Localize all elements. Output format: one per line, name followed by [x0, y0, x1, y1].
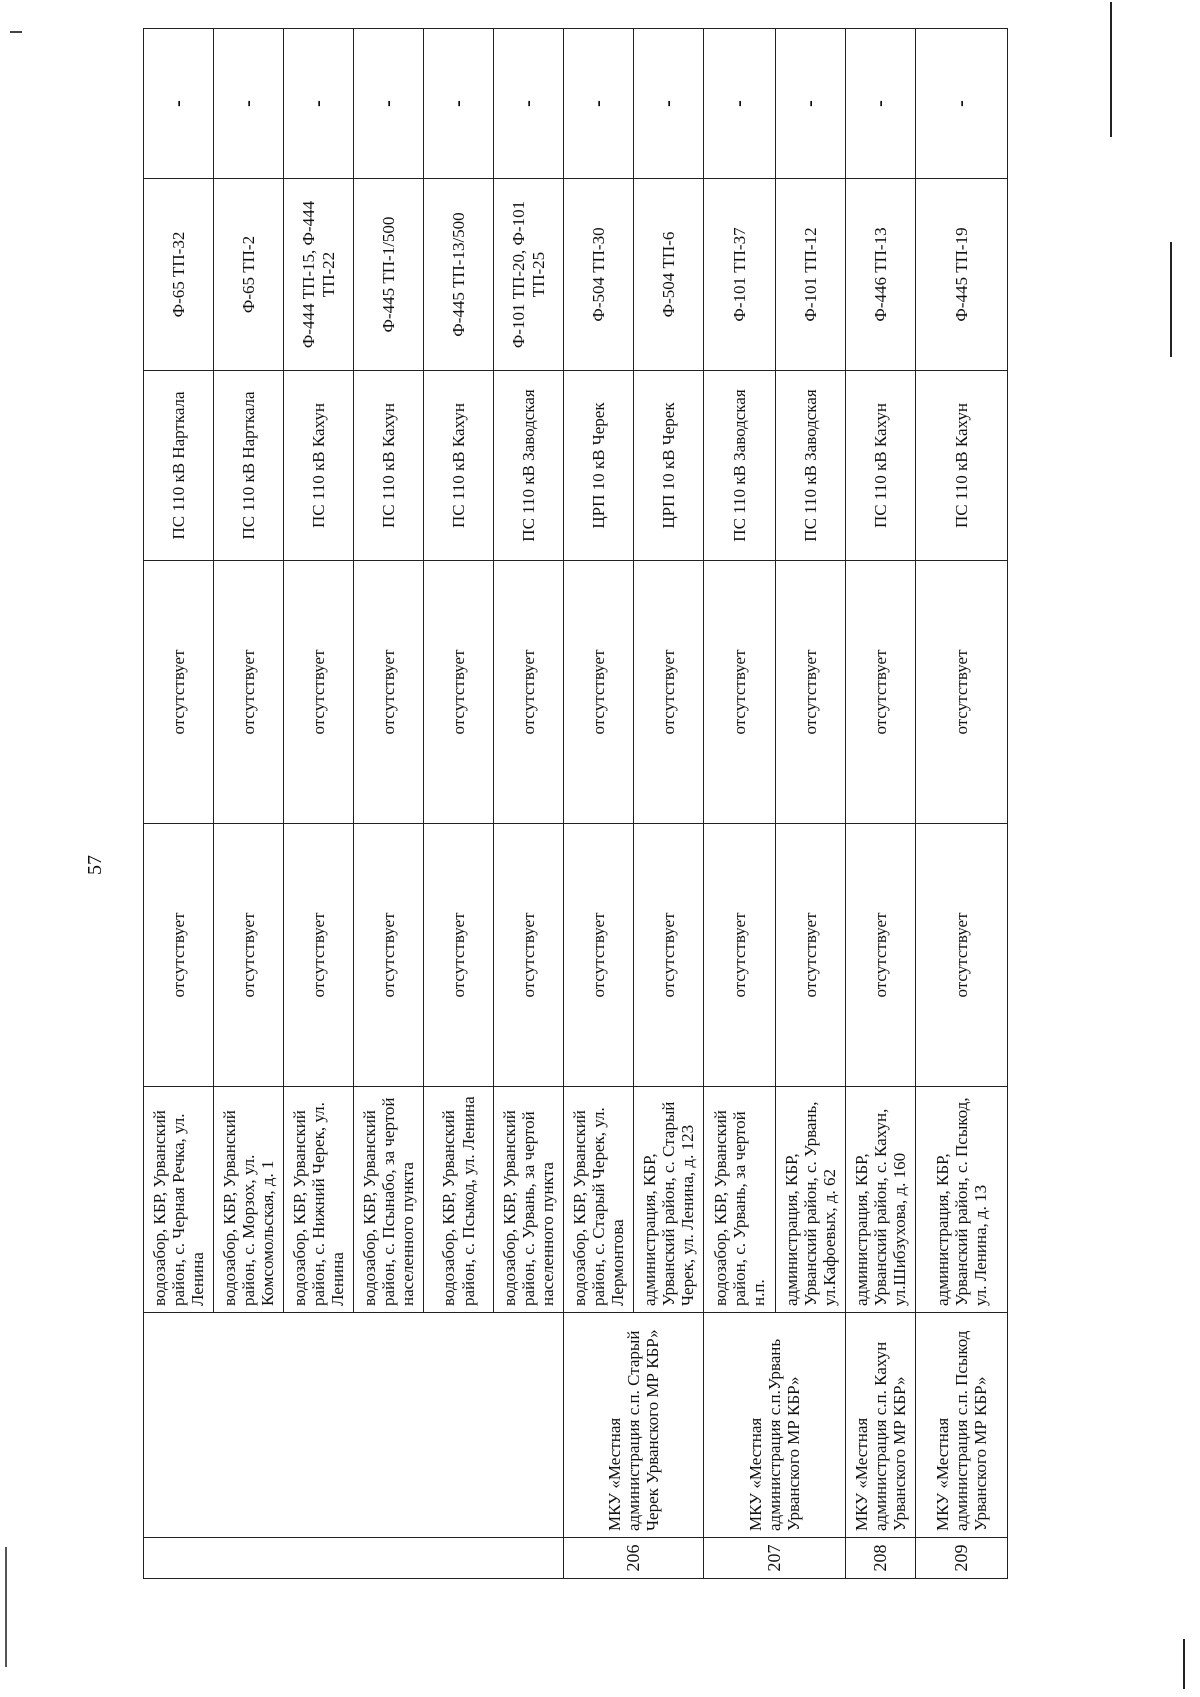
substation-cell: ПС 110 кВ Заводская — [494, 371, 564, 561]
row-number: 209 — [916, 1538, 1008, 1579]
status-cell: отсутствует — [494, 824, 564, 1087]
scan-mark — [10, 31, 22, 33]
status-cell: отсутствует — [704, 561, 776, 824]
substation-cell: ЦРП 10 кВ Черек — [634, 371, 704, 561]
status-cell: отсутствует — [284, 824, 354, 1087]
scan-mark — [1170, 242, 1172, 357]
page-number: 57 — [84, 855, 106, 875]
empty-cell: - — [144, 29, 214, 179]
scan-mark — [1110, 2, 1112, 137]
table-row — [846, 29, 916, 1579]
empty-cell: - — [704, 29, 776, 179]
feeder-cell: Ф-445 ТП-19 — [916, 179, 1008, 371]
empty-cell: - — [284, 29, 354, 179]
feeder-cell: Ф-446 ТП-13 — [846, 179, 916, 371]
empty-cell: - — [776, 29, 846, 179]
substation-cell: ПС 110 кВ Кахун — [354, 371, 424, 561]
status-cell: отсутствует — [564, 824, 634, 1087]
feeder-cell: Ф-444 ТП-15, Ф-444 ТП-22 — [284, 179, 354, 371]
organization-cell: МКУ «Местная администрация с.п. Псыкод Урванского МР КБР» — [916, 1313, 1008, 1538]
substation-cell: ПС 110 кВ Заводская — [704, 371, 776, 561]
location-cell: водозабор, КБР, Урванский район, с. Нижний Черек, ул. Ленина — [284, 1087, 354, 1313]
empty-cell: - — [354, 29, 424, 179]
substation-cell: ПС 110 кВ Кахун — [916, 371, 1008, 561]
scan-mark — [1183, 1639, 1185, 1689]
substation-cell: ПС 110 кВ Нарткала — [144, 371, 214, 561]
row-number: 207 — [704, 1538, 846, 1579]
feeder-cell: Ф-504 ТП-30 — [564, 179, 634, 371]
location-cell: администрация, КБР, Урванский район, с. Псыкод, ул. Ленина, д. 13 — [916, 1087, 1008, 1313]
status-cell: отсутствует — [284, 561, 354, 824]
status-cell: отсутствует — [144, 561, 214, 824]
empty-cell: - — [494, 29, 564, 179]
empty-cell: - — [846, 29, 916, 179]
organization-cell: МКУ «Местная администрация с.п. Старый Черек Урванского МР КБР» — [564, 1313, 704, 1538]
substation-cell: ПС 110 кВ Кахун — [284, 371, 354, 561]
location-cell: водозабор, КБР, Урванский район, с. Урвань, за чертой населенного пункта — [494, 1087, 564, 1313]
feeder-cell: Ф-65 ТП-2 — [214, 179, 284, 371]
location-cell: водозабор, КБР, Урванский район, с. Псыкод, ул. Ленина — [424, 1087, 494, 1313]
location-cell: водозабор, КБР, Урванский район, с. Старый Черек, ул. Лермонтова — [564, 1087, 634, 1313]
organization-cell: МКУ «Местная администрация с.п.Урвань Урванского МР КБР» — [704, 1313, 846, 1538]
organization-cell — [144, 1313, 564, 1538]
status-cell: отсутствует — [634, 561, 704, 824]
feeder-cell: Ф-445 ТП-13/500 — [424, 179, 494, 371]
location-cell: водозабор, КБР, Урванский район, с. Морзох, ул. Комсомольская, д. 1 — [214, 1087, 284, 1313]
feeder-cell: Ф-504 ТП-6 — [634, 179, 704, 371]
status-cell: отсутствует — [634, 824, 704, 1087]
substation-cell: ПС 110 кВ Нарткала — [214, 371, 284, 561]
substation-cell: ПС 110 кВ Заводская — [776, 371, 846, 561]
status-cell: отсутствует — [424, 561, 494, 824]
status-cell: отсутствует — [916, 561, 1008, 824]
scan-mark — [5, 1547, 7, 1667]
location-cell: водозабор, КБР, Урванский район, с. Псынабо, за чертой населенного пункта — [354, 1087, 424, 1313]
empty-cell: - — [634, 29, 704, 179]
feeder-cell: Ф-101 ТП-12 — [776, 179, 846, 371]
empty-cell: - — [424, 29, 494, 179]
location-cell: водозабор, КБР, Урванский район, с. Черная Речка, ул. Ленина — [144, 1087, 214, 1313]
location-cell: администрация, КБР, Урванский район, с. Старый Черек, ул. Ленина, д. 123 — [634, 1087, 704, 1313]
location-cell: администрация, КБР, Урванский район, с. Урвань, ул.Кафоевых, д. 62 — [776, 1087, 846, 1313]
status-cell: отсутствует — [704, 824, 776, 1087]
feeder-cell: Ф-65 ТП-32 — [144, 179, 214, 371]
substation-cell: ЦРП 10 кВ Черек — [564, 371, 634, 561]
location-cell: водозабор, КБР, Урванский район, с. Урвань, за чертой н.п. — [704, 1087, 776, 1313]
substation-cell: ПС 110 кВ Кахун — [424, 371, 494, 561]
status-cell: отсутствует — [424, 824, 494, 1087]
table-row — [916, 29, 1008, 1579]
status-cell: отсутствует — [776, 824, 846, 1087]
feeder-cell: Ф-101 ТП-37 — [704, 179, 776, 371]
status-cell: отсутствует — [144, 824, 214, 1087]
status-cell: отсутствует — [214, 561, 284, 824]
status-cell: отсутствует — [776, 561, 846, 824]
feeder-cell: Ф-101 ТП-20, Ф-101 ТП-25 — [494, 179, 564, 371]
location-cell: администрация, КБР, Урванский район, с. Кахун, ул.Шибзухова, д. 160 — [846, 1087, 916, 1313]
status-cell: отсутствует — [564, 561, 634, 824]
table-row — [704, 29, 776, 1579]
feeder-cell: Ф-445 ТП-1/500 — [354, 179, 424, 371]
status-cell: отсутствует — [354, 824, 424, 1087]
status-cell: отсутствует — [846, 824, 916, 1087]
status-cell: отсутствует — [354, 561, 424, 824]
status-cell: отсутствует — [846, 561, 916, 824]
row-number: 208 — [846, 1538, 916, 1579]
empty-cell: - — [916, 29, 1008, 179]
empty-cell: - — [214, 29, 284, 179]
status-cell: отсутствует — [214, 824, 284, 1087]
facility-table — [143, 28, 1008, 1579]
organization-cell: МКУ «Местная администрация с.п. Кахун Урванского МР КБР» — [846, 1313, 916, 1538]
status-cell: отсутствует — [494, 561, 564, 824]
status-cell: отсутствует — [916, 824, 1008, 1087]
substation-cell: ПС 110 кВ Кахун — [846, 371, 916, 561]
table-row — [564, 29, 634, 1579]
empty-cell: - — [564, 29, 634, 179]
row-number — [144, 1538, 564, 1579]
table-row — [144, 29, 214, 1579]
row-number: 206 — [564, 1538, 704, 1579]
